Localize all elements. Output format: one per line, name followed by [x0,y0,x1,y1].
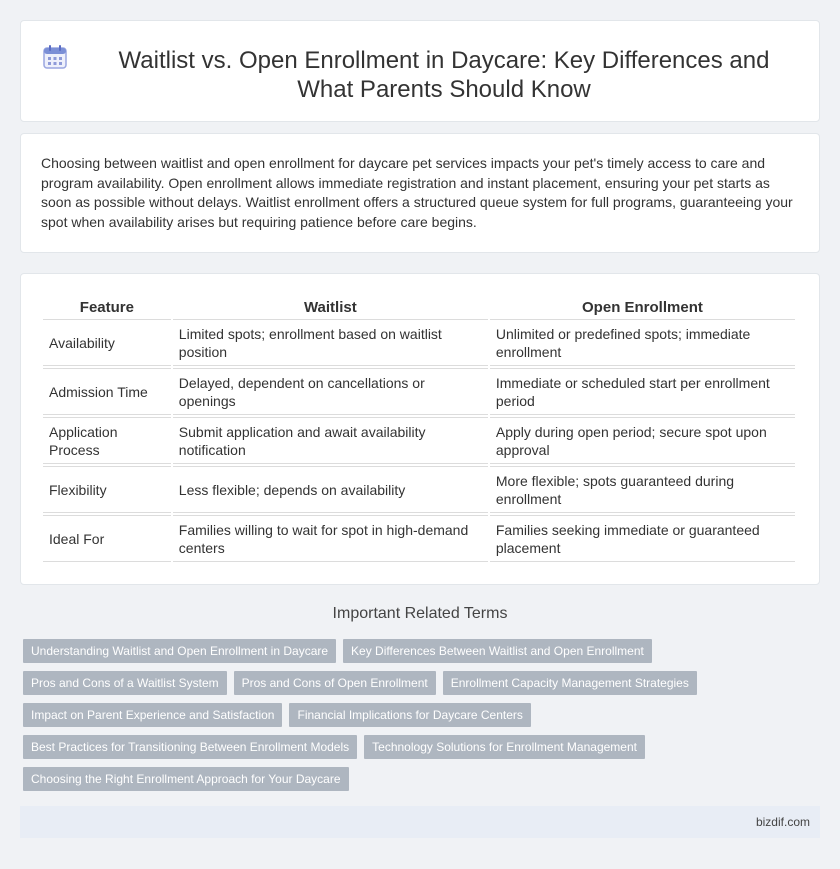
related-term-tag[interactable]: Technology Solutions for Enrollment Management [364,735,645,759]
calendar-icon [41,43,69,71]
related-term-tag[interactable]: Key Differences Between Waitlist and Open Enrollment [343,639,652,663]
waitlist-cell: Families willing to wait for spot in high-demand centers [173,515,488,562]
intro-paragraph: Choosing between waitlist and open enrollment for daycare pet services impacts your pet's timely access to care and program availability. Open enrollment allows immediate registration and instant placement, ensuring your pet starts as soon as possible without delays. Waitlist enrollment offers a structured queue system for full programs, guaranteeing your spot when availability arises but requiring patience before care begins. [41,155,793,230]
related-term-tag[interactable]: Best Practices for Transitioning Between Enrollment Models [23,735,357,759]
comparison-table [41,294,797,564]
related-term-tag[interactable]: Understanding Waitlist and Open Enrollment in Daycare [23,639,336,663]
open-enrollment-cell: More flexible; spots guaranteed during enrollment [490,466,795,513]
table-row [43,466,795,513]
footer-site-link[interactable]: bizdif.com [755,815,810,829]
title-card [20,20,820,122]
feature-cell: Flexibility [43,466,171,513]
related-term-tag[interactable]: Financial Implications for Daycare Centers [289,703,530,727]
related-terms-heading: Important Related Terms [332,605,508,622]
related-term-tag[interactable]: Pros and Cons of Open Enrollment [234,671,436,695]
open-enrollment-cell: Immediate or scheduled start per enrollment period [490,368,795,415]
feature-cell: Ideal For [43,515,171,562]
table-row [43,319,795,366]
table-row [43,417,795,464]
feature-cell: Application Process [43,417,171,464]
feature-cell: Admission Time [43,368,171,415]
table-header-row [43,296,795,317]
header-feature: Feature [79,299,134,316]
table-row [43,368,795,415]
open-enrollment-cell: Families seeking immediate or guaranteed placement [490,515,795,562]
intro-card [20,133,820,253]
waitlist-cell: Less flexible; depends on availability [173,466,488,513]
footer [20,806,820,838]
table-row [43,515,795,562]
waitlist-cell: Submit application and await availability notification [173,417,488,464]
waitlist-cell: Delayed, dependent on cancellations or openings [173,368,488,415]
related-term-tag[interactable]: Enrollment Capacity Management Strategies [443,671,697,695]
waitlist-cell: Limited spots; enrollment based on waitlist position [173,319,488,366]
header-waitlist: Waitlist [303,299,357,316]
open-enrollment-cell: Unlimited or predefined spots; immediate enrollment [490,319,795,366]
related-term-tag[interactable]: Impact on Parent Experience and Satisfaction [23,703,282,727]
comparison-card [20,273,820,585]
header-open-enrollment: Open Enrollment [582,299,703,316]
open-enrollment-cell: Apply during open period; secure spot upon approval [490,417,795,464]
related-terms-list [23,639,823,799]
page-title: Waitlist vs. Open Enrollment in Daycare: Key Differences and What Parents Should Know [118,47,770,103]
feature-cell: Availability [43,319,171,366]
related-term-tag[interactable]: Pros and Cons of a Waitlist System [23,671,227,695]
related-term-tag[interactable]: Choosing the Right Enrollment Approach for Your Daycare [23,767,349,791]
